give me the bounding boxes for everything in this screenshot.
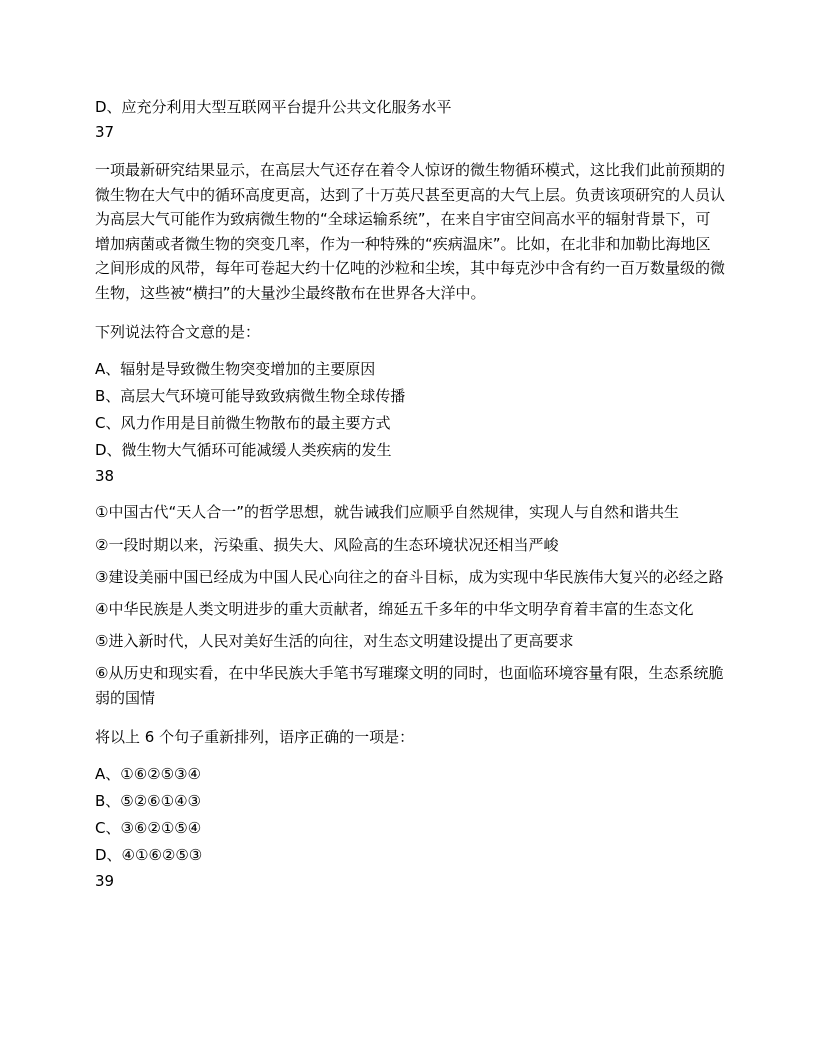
q38-sentence-6: ⑥从历史和现实看，在中华民族大手笔书写璀璨文明的同时，也面临环境容量有限，生态系统脆弱的国情 [95, 664, 724, 707]
q38-sentence-3: ③建设美丽中国已经成为中国人民心向往之的奋斗目标，成为实现中华民族伟大复兴的必经之路 [95, 568, 724, 586]
q36-option-d: D、应充分利用大型互联网平台提升公共文化服务水平 [95, 98, 452, 116]
q38-question: 将以上 6 个句子重新排列，语序正确的一项是： [95, 728, 415, 746]
question-number-38: 38 [95, 467, 115, 485]
q37-option-c: C、风力作用是目前微生物散布的最主要方式 [95, 414, 391, 432]
q38-option-a: A、①⑥②⑤③④ [95, 765, 201, 783]
q38-sentence-1: ①中国古代“天人合一”的哲学思想，就告诫我们应顺乎自然规律，实现人与自然和谐共生 [95, 503, 679, 521]
q38-sentence-5: ⑤进入新时代，人民对美好生活的向往，对生态文明建设提出了更高要求 [95, 632, 574, 650]
question-number-37: 37 [95, 123, 115, 141]
q37-option-a: A、辐射是导致微生物突变增加的主要原因 [95, 360, 376, 378]
q38-option-c: C、③⑥②①⑤④ [95, 819, 202, 837]
q38-option-d: D、④①⑥②⑤③ [95, 846, 203, 864]
question-number-39: 39 [95, 872, 115, 890]
q38-sentence-4: ④中华民族是人类文明进步的重大贡献者，绵延五千多年的中华文明孕育着丰富的生态文化 [95, 599, 694, 618]
q37-options [95, 356, 725, 464]
q38-sentence-2: ②一段时期以来，污染重、损失大、风险高的生态环境状况还相当严峻 [95, 536, 559, 554]
q38-option-b: B、⑤②⑥①④③ [95, 792, 201, 810]
q37-question: 下列说法符合文意的是： [95, 323, 261, 341]
q38-options [95, 761, 725, 869]
document-page [95, 94, 725, 893]
q37-passage: 一项最新研究结果显示，在高层大气还存在着令人惊讶的微生物循环模式，这比我们此前预期的微生物在大气中的循环高度更高，达到了十万英尺甚至更高的大气上层。负责该项研究的人员认为高层大气可能作为致病微生物的“全球运输系统”，在来自宇宙空间高水平的辐射背景下，可增加病菌或者微生物的突变几率，作为一种特殊的“疾病温床”。比如，在北非和加勒比海地区之间形成的风带，每年可卷起大约十亿吨的沙粒和尘埃，其中每克沙中含有约一百万数量级的微生物，这些被“横扫”的大量沙尘最终散布在世界各大洋中。 [95, 161, 726, 302]
q37-option-d: D、微生物大气循环可能减缓人类疾病的发生 [95, 441, 392, 459]
q37-option-b: B、高层大气环境可能导致致病微生物全球传播 [95, 387, 406, 405]
